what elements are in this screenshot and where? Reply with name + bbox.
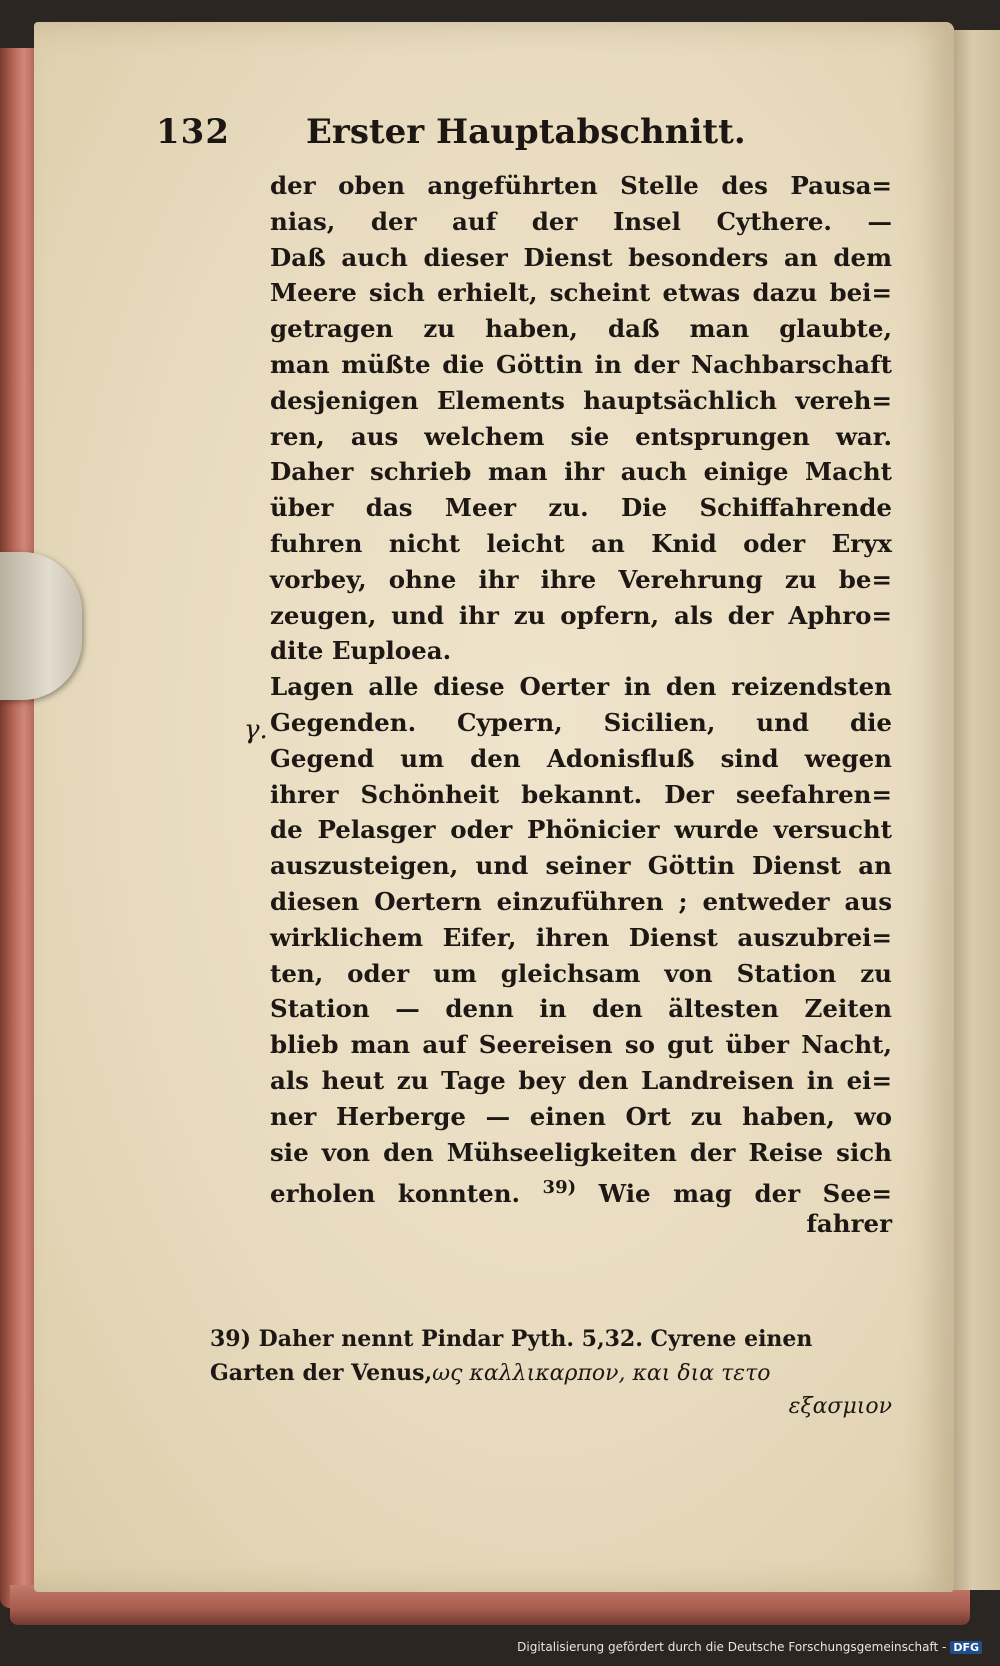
text-line: ner Herberge — einen Ort zu haben, wo: [270, 1101, 892, 1131]
text-line: de Pelasger oder Phönicier wurde versucht: [270, 815, 892, 845]
text-line: nias, der auf der Insel Cythere. —: [270, 206, 892, 236]
text-line: vorbey, ohne ihr ihre Verehrung zu be=: [270, 564, 892, 594]
running-head: Erster Hauptabschnitt.: [306, 112, 746, 152]
text-line: ten, oder um gleichsam von Station zu: [270, 958, 892, 988]
text-line: man müßte die Göttin in der Nachbarschaft: [270, 349, 892, 379]
text-line: Daß auch dieser Dienst besonders an dem: [270, 242, 892, 272]
text-line: ihrer Schönheit bekannt. Der seefahren=: [270, 779, 892, 809]
section-marker: γ.: [244, 715, 268, 745]
footnote-line: 39) Daher nennt Pindar Pyth. 5,32. Cyrene einen: [210, 1326, 813, 1352]
text-fragment: Wie mag der See=: [598, 1179, 893, 1209]
footnote-greek-line: εξασμιον: [788, 1394, 892, 1419]
footnote-line: [210, 1356, 892, 1390]
body-text: [270, 168, 892, 1242]
text-line: Meere sich erhielt, scheint etwas dazu bei=: [270, 278, 892, 308]
page-header: [156, 112, 916, 162]
text-fragment: erholen konnten.: [270, 1179, 521, 1209]
text-line: fuhren nicht leicht an Knid oder Eryx: [270, 528, 892, 558]
credit-text: Digitalisierung gefördert durch die Deutsche Forschungsgemeinschaft -: [517, 1640, 947, 1654]
text-line: zeugen, und ihr zu opfern, als der Aphro=: [270, 600, 892, 630]
footnote-reference: 39): [542, 1177, 577, 1199]
text-line: sie von den Mühseeligkeiten der Reise sich: [270, 1137, 892, 1167]
digitization-credit: [517, 1640, 982, 1654]
facing-page-edge: [954, 30, 1000, 1590]
text-line: dite Euploea.: [270, 636, 452, 666]
page-number: 132: [156, 112, 230, 152]
text-line: Daher schrieb man ihr auch einige Macht: [270, 457, 892, 487]
text-line: der oben angeführten Stelle des Pausa=: [270, 171, 892, 200]
catchword: fahrer: [806, 1209, 892, 1239]
text-line: Gegenden. Cypern, Sicilien, und die: [270, 707, 892, 737]
text-line: desjenigen Elements hauptsächlich vereh=: [270, 385, 892, 415]
text-line: [270, 1170, 893, 1209]
text-line: wirklichem Eifer, ihren Dienst auszubrei=: [270, 922, 892, 952]
text-line: ren, aus welchem sie entsprungen war.: [270, 421, 892, 451]
text-line: blieb man auf Seereisen so gut über Nacht,: [270, 1030, 892, 1060]
text-line: Gegend um den Adonisfluß sind wegen: [270, 743, 892, 773]
text-line: diesen Oertern einzuführen ; entweder aus: [270, 886, 892, 916]
footnote-greek: ως καλλικαρπον, και δια τετο: [432, 1361, 771, 1386]
text-line: getragen zu haben, daß man glaubte,: [270, 314, 892, 344]
footnote: [210, 1322, 892, 1424]
footnote-text: Garten der Venus,: [210, 1360, 433, 1386]
text-line: Lagen alle diese Oerter in den reizendsten: [270, 672, 892, 702]
dfg-logo: DFG: [950, 1641, 982, 1654]
text-line: als heut zu Tage bey den Landreisen in ei=: [270, 1065, 892, 1095]
text-line: auszusteigen, und seiner Göttin Dienst an: [270, 851, 892, 881]
text-line: Station — denn in den ältesten Zeiten: [270, 994, 892, 1024]
text-line: über das Meer zu. Die Schiffahrende: [270, 493, 892, 523]
